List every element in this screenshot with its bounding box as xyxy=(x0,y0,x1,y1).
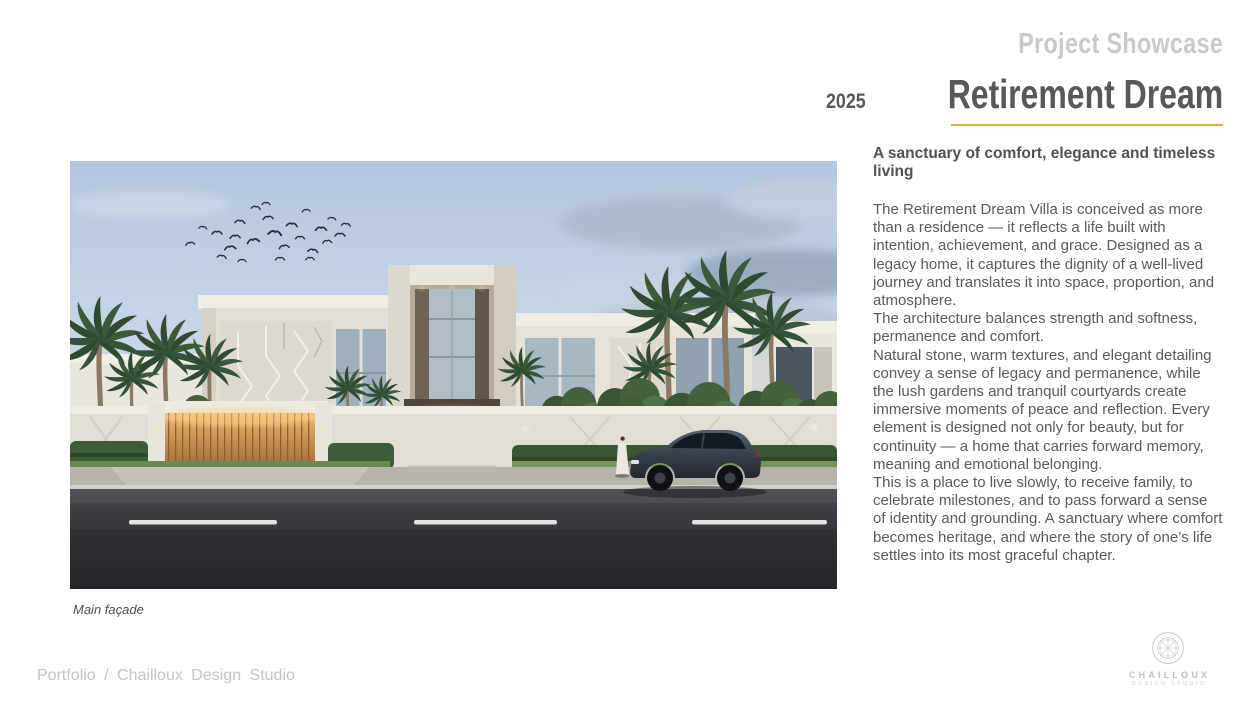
article-paragraph: The Retirement Dream Villa is conceived as more than a residence — it reflects a life built with intention, achievement, and grace. Designed as a legacy home, it captures the dignity of a well-lived journey and translates it into space, proportion, and atmosphere. xyxy=(873,201,1215,310)
article-paragraph: The architecture balances strength and softness, permanence and comfort. xyxy=(873,310,1198,346)
road-vignette xyxy=(70,529,837,589)
article-heading: A sanctuary of comfort, elegance and timeless living xyxy=(873,145,1216,180)
studio-logo xyxy=(1098,628,1238,687)
garage-gate xyxy=(148,401,332,465)
studio-logo-subtitle: DESIGN STUDIO xyxy=(1131,681,1207,687)
description-column xyxy=(873,145,1223,565)
title-year: 2025 xyxy=(826,90,866,113)
breadcrumb: Portfolio / Chailloux Design Studio xyxy=(37,667,295,684)
studio-logo-name: CHAILLOUX xyxy=(1128,670,1211,680)
title-gold-underline xyxy=(951,124,1223,126)
figure-caption: Main façade xyxy=(73,602,144,617)
article-paragraph: Natural stone, warm textures, and elegant detailing convey a sense of legacy and permanence, while the lush gardens and tranquil courtyards create immersive moments of peace and reflection. Every element is designed not only for beauty, but for continuity — a home that carries forward memory, meaning and emotional belonging. xyxy=(873,346,1212,473)
studio-logo-icon xyxy=(1148,628,1188,668)
title-text: Retirement Dream xyxy=(947,71,1223,117)
page-title xyxy=(819,71,1223,118)
lane-markings xyxy=(129,520,827,525)
slide-header xyxy=(819,28,1223,126)
article-paragraph: This is a place to live slowly, to receive family, to celebrate milestones, and to pass forward a sense of identity and grounding. A sanctuary where comfort becomes heritage, and where the story of one’s life settles into its most graceful chapter. xyxy=(873,474,1223,564)
eyebrow-project-showcase: Project Showcase xyxy=(1018,28,1223,60)
villa-rendering-image xyxy=(70,161,837,589)
